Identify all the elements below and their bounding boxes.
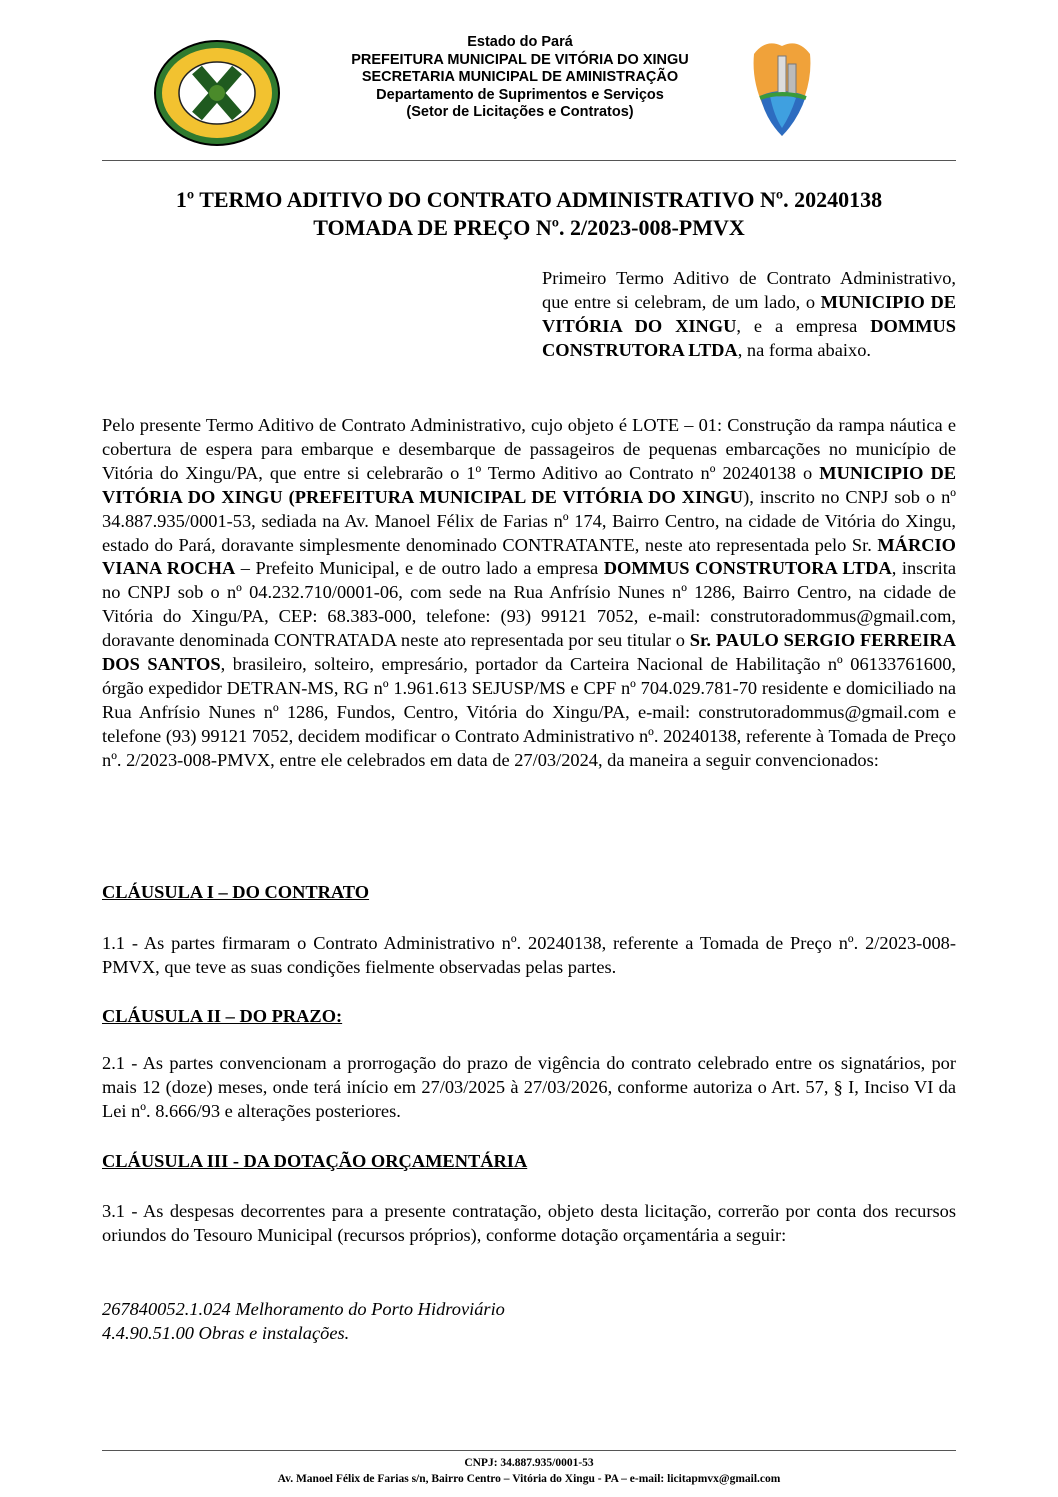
intro-text-1: Pelo presente Termo Aditivo de Contrato Administrativo, cujo objeto é LOTE – 01: Construção da rampa náutica e cobertura de espera para embarque e desembarque de passageiros de pequenas embarcações no município de Vitória do Xingu/PA, que entre si celebrarão o 1º Termo Aditivo ao Contrato nº 20240138 o [102,415,956,483]
letterhead-text [300,34,740,122]
header-department: Departamento de Suprimentos e Serviços [376,86,664,103]
clause-2-text: 2.1 - As partes convencionam a prorrogação do prazo de vigência do contrato celebrado entre os signatários, por mais 12 (doze) meses, onde terá início em 27/03/2025 à 27/03/2026, conforme autoriza o Art. 57, § I, Inciso VI da Lei nº. 8.666/93 e alterações posteriores. [102,1053,956,1121]
summary-bold-company: DOMMUS CONSTRUTORA LTDA [542,316,956,360]
intro-bold-mayor: MÁRCIO VIANA ROCHA [102,534,956,579]
summary-bold-municipio: MUNICIPIO DE VITÓRIA DO XINGU [542,292,956,336]
intro-text-4: , inscrita no CNPJ sob o nº 04.232.710/0001-06, com sede na Rua Anfrísio Nunes nº 1286, Bairro Centro, na cidade de Vitória do Xingu/PA, CEP: 68.383-000, telefone: (93) 99121 7052, e-mail: construtoradommus@gmail.com, doravante denominada CONTRATADA neste ato representada por seu titular o [102,558,957,651]
header-divider [102,160,956,161]
header-state: Estado do Pará [467,34,573,50]
intro-text-3: – Prefeito Municipal, e de outro lado a empresa [235,558,604,579]
summary-paragraph [542,266,956,362]
budget-allocation-list [102,1298,956,1346]
clause-3-text: 3.1 - As despesas decorrentes para a presente contratação, objeto desta licitação, correrão por conta dos recursos oriundos do Tesouro Municipal (recursos próprios), conforme dotação orçamentária a seguir: [102,1201,956,1245]
clause-2-title: CLÁUSULA II – DO PRAZO: [102,1006,343,1026]
summary-text-2: , e a empresa [736,316,871,336]
clause-3-title: CLÁUSULA III - DA DOTAÇÃO ORÇAMENTÁRIA [102,1151,528,1171]
footer-divider [102,1450,956,1451]
letterhead [0,30,1058,150]
title-line-2: TOMADA DE PREÇO Nº. 2/2023-008-PMVX [313,215,745,240]
municipal-seal-icon [152,38,282,148]
intro-bold-representative: Sr. PAULO SERGIO FERREIRA DOS SANTOS [102,630,956,675]
budget-item-2: 4.4.90.51.00 Obras e instalações. [102,1322,350,1343]
intro-bold-municipio: MUNICIPIO DE VITÓRIA DO XINGU (PREFEITURA MUNICIPAL DE VITÓRIA DO XINGU [102,462,956,507]
footer-cnpj: CNPJ: 34.887.935/0001-53 [464,1457,594,1469]
footer-address: Av. Manoel Félix de Farias s/n, Bairro Centro – Vitória do Xingu - PA – e-mail: licitapmvx@gmail.com [277,1473,781,1485]
clause-1-title: CLÁUSULA I – DO CONTRATO [102,882,370,902]
header-secretariat: SECRETARIA MUNICIPAL DE AMINISTRAÇÃO [361,69,679,86]
header-sector: (Setor de Licitações e Contratos) [406,104,634,121]
title-line-1: 1º TERMO ADITIVO DO CONTRATO ADMINISTRATIVO Nº. 20240138 [175,187,883,212]
intro-text-2: ), inscrito no CNPJ sob o nº 34.887.935/0001-53, sediada na Av. Manoel Félix de Farias nº 174, Bairro Centro, na cidade de Vitória do Xingu, estado do Pará, doravante simplesmente denominado CONTRATANTE, neste ato representada pelo Sr. [102,486,957,555]
prefecture-logo-icon [748,36,958,140]
header-prefecture: PREFEITURA MUNICIPAL DE VITÓRIA DO XINGU [351,51,689,68]
summary-text-1: Primeiro Termo Aditivo de Contrato Administrativo, que entre si celebram, de um lado, o [542,268,956,312]
intro-bold-company: DOMMUS CONSTRUTORA LTDA [603,558,892,579]
intro-paragraph [102,414,956,773]
page-footer [102,1455,956,1487]
budget-item-1: 267840052.1.024 Melhoramento do Porto Hidroviário [102,1299,505,1319]
clause-1-text: 1.1 - As partes firmaram o Contrato Administrativo nº. 20240138, referente a Tomada de Preço nº. 2/2023-008-PMVX, que teve as suas condições fielmente observadas pelas partes. [102,933,956,977]
summary-text-3: , na forma abaixo. [737,340,871,360]
document-title [100,186,958,242]
intro-text-5: , brasileiro, solteiro, empresário, portador da Carteira Nacional de Habilitação nº 06133761600, órgão expedidor DETRAN-MS, RG nº 1.961.613 SEJUSP/MS e CPF nº 704.029.781-70 residente e domiciliado na Rua Anfrísio Nunes nº 1286, Fundos, Centro, Vitória do Xingu/PA, e-mail: construtoradommus@gmail.com e telefone (93) 99121 7052, decidem modificar o Contrato Administrativo nº. 20240138, referente à Tomada de Preço nº. 2/2023-008-PMVX, entre ele celebrados em data de 27/03/2024, da maneira a seguir convencionados: [102,654,956,770]
